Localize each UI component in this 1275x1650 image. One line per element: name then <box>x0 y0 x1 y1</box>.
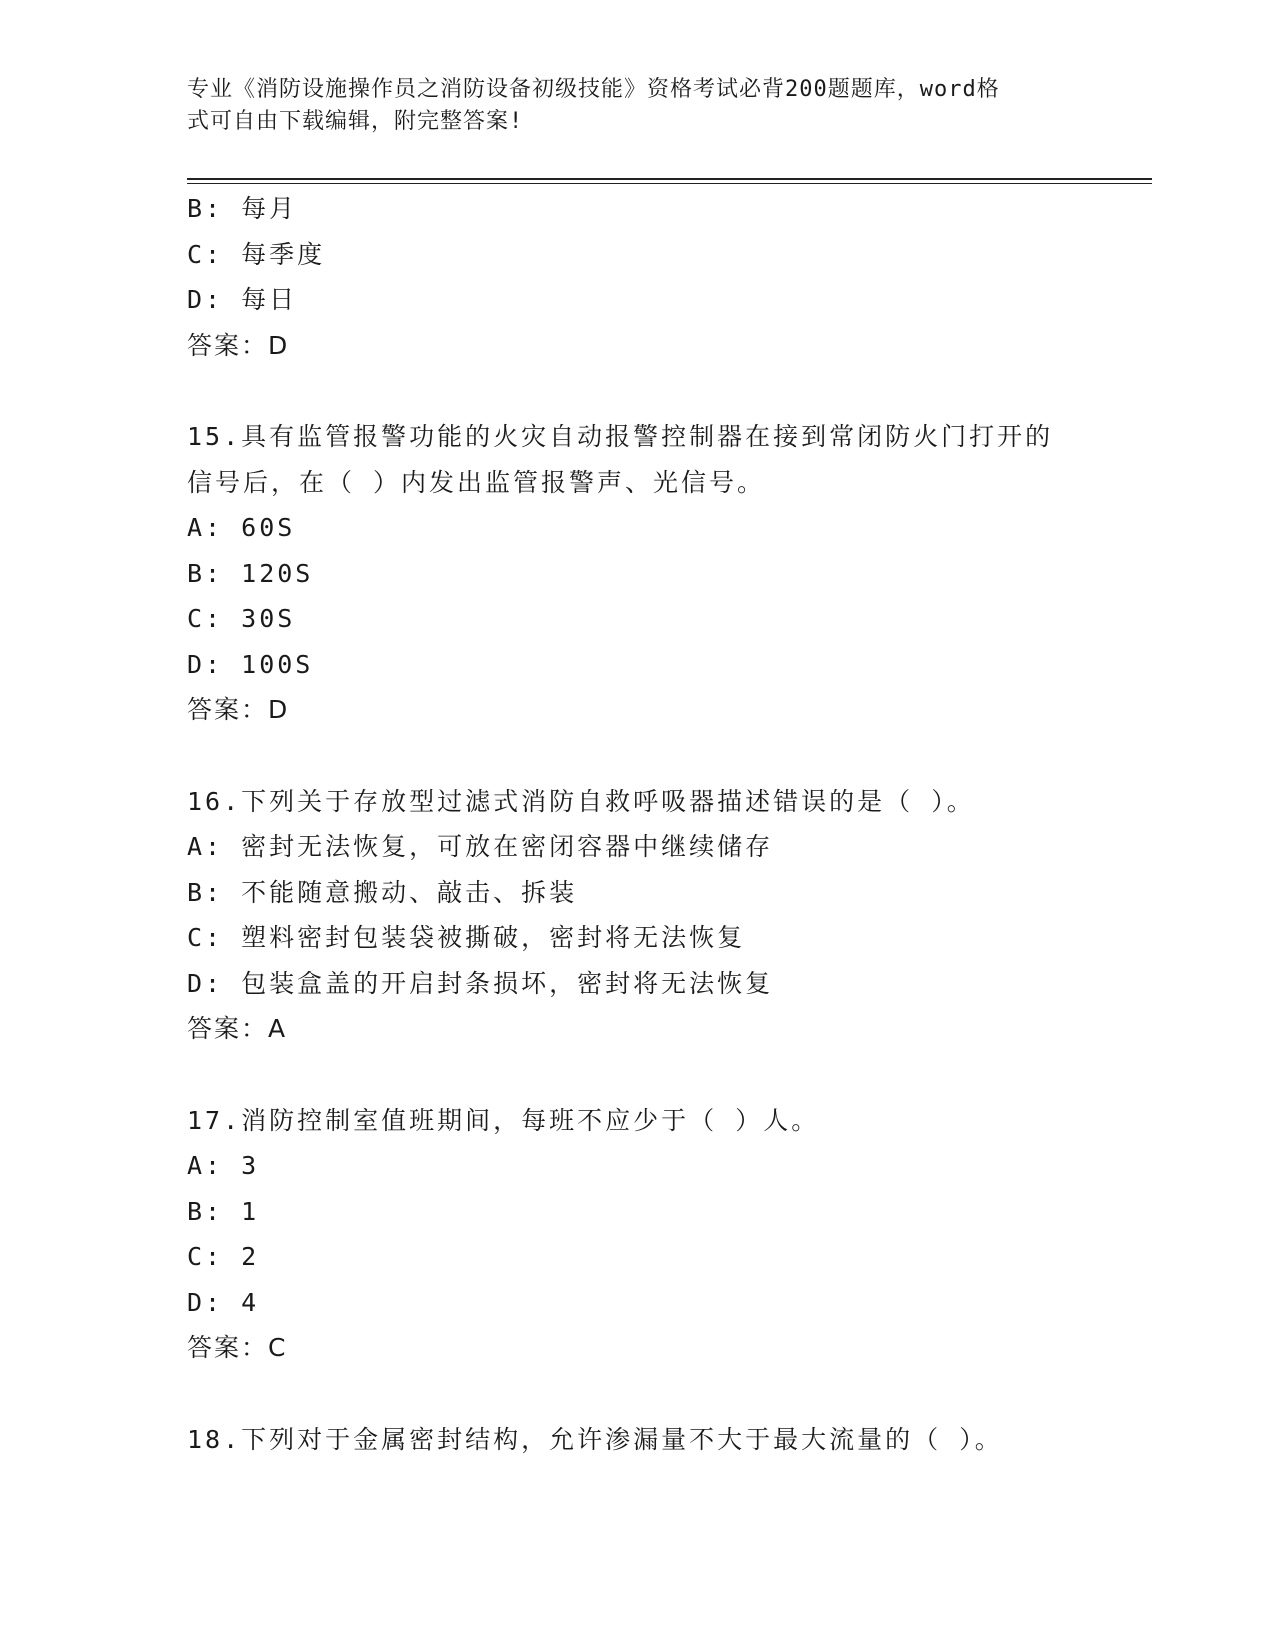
option-b: B: 1 <box>187 1196 260 1226</box>
option-b: B: 不能随意搬动、敲击、拆装 <box>187 877 578 907</box>
option-b: B: 120S <box>187 558 314 588</box>
answer-line: 答案：D <box>187 330 290 360</box>
question-text-line-1: 15.具有监管报警功能的火灾自动报警控制器在接到常闭防火门打开的 <box>187 422 1054 451</box>
question-text: 16.下列关于存放型过滤式消防自救呼吸器描述错误的是（ ）。 <box>187 786 975 816</box>
question-15 <box>187 414 1147 733</box>
question-18 <box>187 1417 1147 1463</box>
answer-line: 答案：C <box>187 1333 288 1362</box>
option-a: A: 3 <box>187 1151 260 1180</box>
question-text-line-2: 信号后，在（ ）内发出监管报警声、光信号。 <box>187 467 766 497</box>
question-14 <box>187 186 1147 368</box>
document-header <box>187 74 1067 138</box>
option-c: C: 每季度 <box>187 239 326 269</box>
header-line-1: 专业《消防设施操作员之消防设备初级技能》资格考试必背200题题库，word格 <box>187 77 1000 102</box>
option-c: C: 30S <box>187 604 296 633</box>
header-rule-thin <box>187 183 1152 184</box>
question-list <box>187 186 1147 1462</box>
option-a: A: 60S <box>187 513 296 542</box>
answer-line: 答案：A <box>187 1014 288 1043</box>
option-b: B: 每月 <box>187 194 298 223</box>
option-d: D: 100S <box>187 649 314 679</box>
option-d: D: 包装盒盖的开启封条损坏，密封将无法恢复 <box>187 968 774 998</box>
option-c: C: 2 <box>187 1242 260 1271</box>
question-text: 17.消防控制室值班期间，每班不应少于（ ）人。 <box>187 1105 820 1135</box>
question-17 <box>187 1098 1147 1371</box>
option-d: D: 4 <box>187 1287 260 1317</box>
option-d: D: 每日 <box>187 285 298 314</box>
question-text: 18.下列对于金属密封结构，允许渗漏量不大于最大流量的（ ）。 <box>187 1424 1003 1454</box>
option-c: C: 塑料密封包装袋被撕破，密封将无法恢复 <box>187 923 746 952</box>
header-rule-thick <box>187 178 1152 180</box>
question-16 <box>187 779 1147 1052</box>
option-a: A: 密封无法恢复，可放在密闭容器中继续储存 <box>187 832 774 861</box>
header-line-2: 式可自由下载编辑，附完整答案! <box>187 109 524 134</box>
answer-line: 答案：D <box>187 695 290 724</box>
